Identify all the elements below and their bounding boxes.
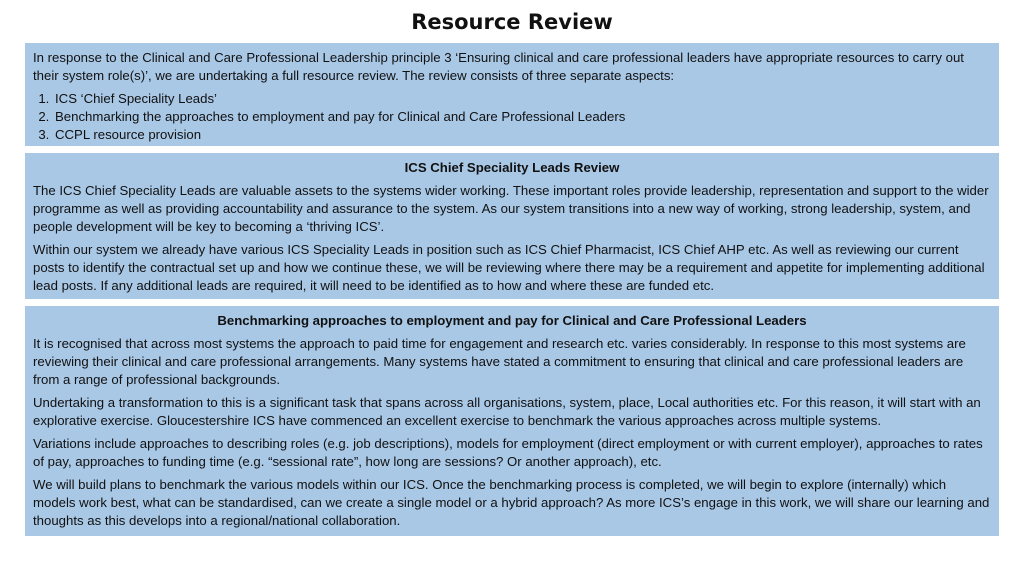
list-item: 1. ICS ‘Chief Speciality Leads’ (53, 90, 991, 108)
aspects-list (33, 90, 991, 144)
paragraph: Within our system we already have various ICS Speciality Leads in position such as ICS Chief Pharmacist, ICS Chief AHP etc. As well as reviewing our current posts to identify the contractual set up and how we continue these, we will be reviewing where there may be a requirement and appetite for implementing additional lead posts. If any additional leads are required, it will need to be identified as to how and where these are funded etc. (33, 242, 985, 293)
page-title: Resource Review (411, 10, 613, 34)
paragraph: It is recognised that across most systems the approach to paid time for engagement and research etc. varies considerably. In response to this most systems are reviewing their clinical and care professional arrangements. Many systems have stated a commitment to ensuring that clinical and care professional leaders are from a range of professional backgrounds. (33, 336, 966, 387)
paragraph: The ICS Chief Speciality Leads are valuable assets to the systems wider working. These important roles provide leadership, representation and support to the wider programme as well as providing accountability and assurance to the system. As our system transitions into a new way of working, strong leadership, system, and people development will be key to becoming a ‘thriving ICS’. (33, 183, 989, 234)
benchmarking-section (25, 306, 999, 536)
section-heading: ICS Chief Speciality Leads Review (404, 160, 620, 175)
paragraph: We will build plans to benchmark the various models within our ICS. Once the benchmarking process is completed, we will begin to explore (internally) which models work best, what can be standardised, can we create a single model or a hybrid approach? As more ICS’s engage in this work, we will share our learning and thoughts as this develops into a regional/national collaboration. (33, 477, 990, 528)
intro-section (25, 43, 999, 146)
paragraph: Variations include approaches to describing roles (e.g. job descriptions), models for employment (direct employment or with current employer), approaches to rates of pay, approaches to funding time (e.g. “sessional rate”, how long are sessions? Or another approach), etc. (33, 436, 983, 469)
paragraph: Undertaking a transformation to this is a significant task that spans across all organisations, system, place, Local authorities etc. For this reason, it will start with an explorative exercise. Gloucestershire ICS have commenced an excellent exercise to benchmark the various approaches across multiple systems. (33, 395, 981, 428)
intro-text: In response to the Clinical and Care Professional Leadership principle 3 ‘Ensuring clinical and care professional leaders have appropriate resources to carry out their system role(s)’, we are undertaking a full resource review. The review consists of three separate aspects: (33, 50, 964, 83)
leads-review-section (25, 153, 999, 299)
list-item: 3. CCPL resource provision (53, 126, 991, 144)
section-heading: Benchmarking approaches to employment and pay for Clinical and Care Professional Leaders (217, 313, 807, 328)
list-item: 2. Benchmarking the approaches to employment and pay for Clinical and Care Professional Leaders (53, 108, 991, 126)
